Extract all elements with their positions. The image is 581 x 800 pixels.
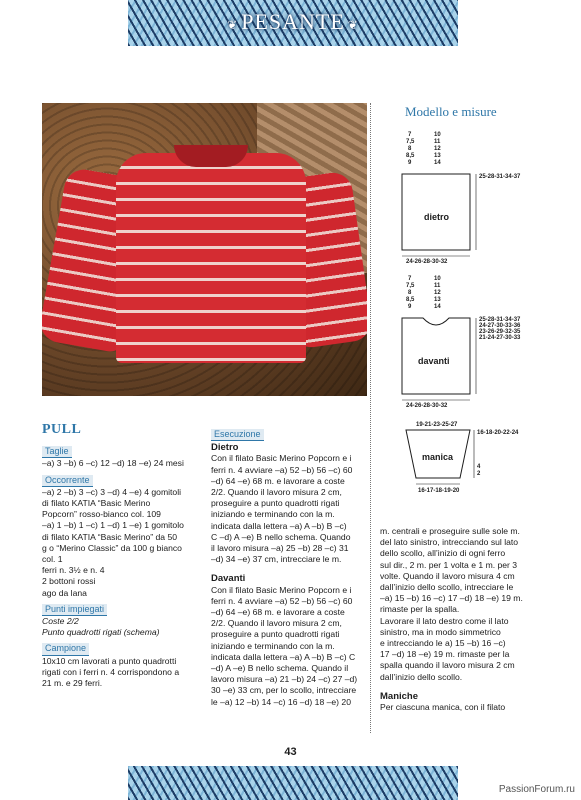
text-line: –d) 34 –e) 37 cm, intrecciare le m.	[211, 554, 342, 565]
text-line: 17 –d) 18 –e) 19 m. rimaste per la	[380, 649, 510, 660]
text-line: di filato KATIA “Basic Merino” da 50	[42, 531, 178, 542]
text-line: dello scollo, all’inizio di ogni ferro	[380, 548, 506, 559]
watermark-text: PassionForum.ru	[498, 784, 575, 795]
text-line: –a) 2 –b) 3 –c) 3 –d) 4 –e) 4 gomitoli	[42, 486, 182, 497]
text-line: 2/2. Quando il lavoro misura 2 cm,	[211, 618, 342, 629]
text-line: proseguire a punto quadrotti rigati	[211, 498, 340, 509]
pattern-title: PULL	[42, 422, 82, 437]
maniche-heading: Maniche	[380, 690, 419, 702]
section-label-esecuzione: Esecuzione	[211, 429, 264, 441]
svg-text:4: 4	[477, 464, 481, 470]
svg-text:24-27-30-33-36: 24-27-30-33-36	[479, 323, 521, 329]
text-line: g o “Merino Classic” da 100 g bianco	[42, 542, 182, 553]
dietro-heading: Dietro	[211, 442, 239, 454]
text-line: –a) 1 –b) 1 –c) 1 –d) 1 –e) 1 gomitolo	[42, 520, 184, 531]
campione-list	[42, 656, 200, 690]
svg-text:13: 13	[434, 153, 441, 159]
section-label-campione: Campione	[42, 643, 89, 655]
svg-text:davanti: davanti	[418, 356, 450, 366]
leaf-icon: ❦	[227, 18, 239, 32]
svg-text:9: 9	[408, 304, 412, 310]
davanti-text	[211, 585, 366, 708]
text-line: –a) 15 –b) 16 –c) 17 –d) 18 –e) 19 m.	[380, 593, 523, 604]
text-line: Popcorn” rosso-bianco col. 109	[42, 509, 161, 520]
text-line: dall’inizio dello scollo, intrecciare le	[380, 582, 514, 593]
svg-text:8,5: 8,5	[406, 153, 415, 159]
text-line: ago da lana	[42, 587, 87, 598]
svg-text:12: 12	[434, 290, 441, 296]
text-line: ferri n. 3½ e n. 4	[42, 565, 105, 576]
text-column-2	[211, 424, 366, 708]
svg-text:14: 14	[434, 304, 441, 310]
text-line: proseguire a punto quadrotti rigati	[211, 629, 340, 640]
punti-list	[42, 616, 200, 638]
svg-text:dietro: dietro	[424, 212, 450, 222]
text-line: ferri n. 4 avviare –a) 52 –b) 56 –c) 60	[211, 464, 353, 475]
column-divider	[370, 103, 371, 733]
text-line: rimaste per la spalla.	[380, 604, 460, 615]
text-line: iniziando e terminando con la m.	[211, 640, 335, 651]
text-line: le –a) 12 –b) 14 –c) 16 –d) 18 –e) 20	[211, 696, 351, 707]
text-line: del lato sinistro, intrecciando sul lato	[380, 537, 519, 548]
svg-text:23-26-29-32-35: 23-26-29-32-35	[479, 329, 521, 335]
text-line: rigati con i ferri n. 4 corrispondono a	[42, 666, 180, 677]
text-line: di filato KATIA “Basic Merino	[42, 498, 151, 509]
svg-text:10: 10	[434, 132, 441, 138]
svg-text:24-26-28-30-32: 24-26-28-30-32	[406, 259, 448, 265]
svg-text:24-26-28-30-32: 24-26-28-30-32	[406, 403, 448, 409]
svg-text:7,5: 7,5	[406, 139, 415, 145]
text-line: lavoro misura –a) 21 –b) 24 –c) 27 –d)	[211, 674, 358, 685]
page-number: 43	[284, 746, 297, 758]
text-line: col. 1	[42, 554, 63, 565]
dietro-neck-sizes	[406, 132, 441, 166]
section-title: ❦ PESANTE ❦	[227, 9, 359, 34]
text-line: 2/2. Quando il lavoro misura 2 cm,	[211, 487, 342, 498]
svg-text:13: 13	[434, 297, 441, 303]
text-line: Con il filato Basic Merino Popcorn e i	[211, 453, 352, 464]
text-line: indicata dalla lettera –a) A –b) B –c)	[211, 520, 347, 531]
text-line: iniziando e terminando con la m.	[211, 509, 335, 520]
svg-text:16-17-18-19-20: 16-17-18-19-20	[418, 488, 460, 494]
leaf-icon: ❦	[347, 18, 359, 32]
section-label-occorrente: Occorrente	[42, 475, 93, 487]
svg-text:7: 7	[408, 132, 412, 138]
text-line: 2 bottoni rossi	[42, 576, 96, 587]
svg-text:10: 10	[434, 276, 441, 282]
text-line: Coste 2/2	[42, 616, 79, 627]
dietro-text	[211, 453, 366, 565]
text-line: spalla quando il lavoro misura 2 cm	[380, 660, 515, 671]
text-line: indicata dalla lettera –a) A –b) B –c) C	[211, 651, 356, 662]
text-line: e intrecciando le a) 15 –b) 16 –c)	[380, 638, 506, 649]
text-line: Per ciascuna manica, con il filato	[380, 702, 506, 713]
text-line: 21 m. e 29 ferri.	[42, 678, 103, 689]
footer-band	[128, 766, 458, 800]
section-label-punti: Punti impiegati	[42, 604, 107, 616]
davanti-neck-sizes	[406, 276, 441, 310]
svg-text:12: 12	[434, 146, 441, 152]
text-line: sinistro, ma in modo simmetrico	[380, 626, 501, 637]
svg-text:16-18-20-22-24: 16-18-20-22-24	[477, 430, 519, 436]
text-line: Lavorare il lato destro come il lato	[380, 615, 509, 626]
svg-text:19-21-23-25-27: 19-21-23-25-27	[416, 422, 458, 428]
text-line: 30 –e) 33 cm, per lo scollo, intrecciare	[211, 685, 357, 696]
text-line: –d) A –e) B nello schema. Quando il	[211, 663, 349, 674]
svg-text:7: 7	[408, 276, 412, 282]
svg-text:9: 9	[408, 160, 412, 166]
occorrente-list	[42, 487, 200, 599]
text-line: il lavoro misura –a) 25 –b) 28 –c) 31	[211, 543, 349, 554]
svg-text:7,5: 7,5	[406, 283, 415, 289]
diagram-title: Modello e misure	[405, 104, 497, 119]
svg-text:2: 2	[477, 471, 481, 477]
text-line: –d) 64 –e) 68 m. e lavorare a coste	[211, 475, 345, 486]
svg-text:8,5: 8,5	[406, 297, 415, 303]
svg-text:25-28-31-34-37: 25-28-31-34-37	[479, 174, 521, 180]
schematic-diagram	[378, 122, 548, 502]
svg-text:11: 11	[434, 283, 441, 289]
taglie-text: –a) 3 –b) 6 –c) 12 –d) 18 –e) 24 mesi	[42, 458, 184, 469]
text-line: 10x10 cm lavorati a punto quadrotti	[42, 655, 177, 666]
text-line: ferri n. 4 avviare –a) 52 –b) 56 –c) 60	[211, 595, 353, 606]
text-line: dall’inizio dello scollo.	[380, 671, 463, 682]
text-line: m. centrali e proseguire sulle sole m.	[380, 526, 520, 536]
section-label-taglie: Taglie	[42, 446, 72, 458]
davanti-continued-text	[380, 526, 540, 683]
text-line: Con il filato Basic Merino Popcorn e i	[211, 584, 352, 595]
text-line: volte. Quando il lavoro misura 4 cm	[380, 570, 515, 581]
text-column-1	[42, 424, 200, 689]
header-band	[128, 0, 458, 46]
svg-text:25-28-31-34-37: 25-28-31-34-37	[479, 317, 521, 323]
davanti-heading: Davanti	[211, 573, 246, 585]
maniche-text	[380, 702, 540, 713]
text-line: sul dir., 2 m. per 1 volta e 1 m. per 3	[380, 559, 518, 570]
svg-text:21-24-27-30-33: 21-24-27-30-33	[479, 335, 521, 341]
text-column-3	[380, 526, 540, 713]
text-line: C –d) A –e) B nello schema. Quando	[211, 531, 351, 542]
svg-text:8: 8	[408, 290, 412, 296]
svg-text:8: 8	[408, 146, 412, 152]
sweater-photo	[42, 103, 367, 396]
text-line: –d) 64 –e) 68 m. e lavorare a coste	[211, 607, 345, 618]
svg-text:11: 11	[434, 139, 441, 145]
text-line: Punto quadrotti rigati (schema)	[42, 627, 160, 638]
svg-text:manica: manica	[422, 452, 454, 462]
svg-text:14: 14	[434, 160, 441, 166]
